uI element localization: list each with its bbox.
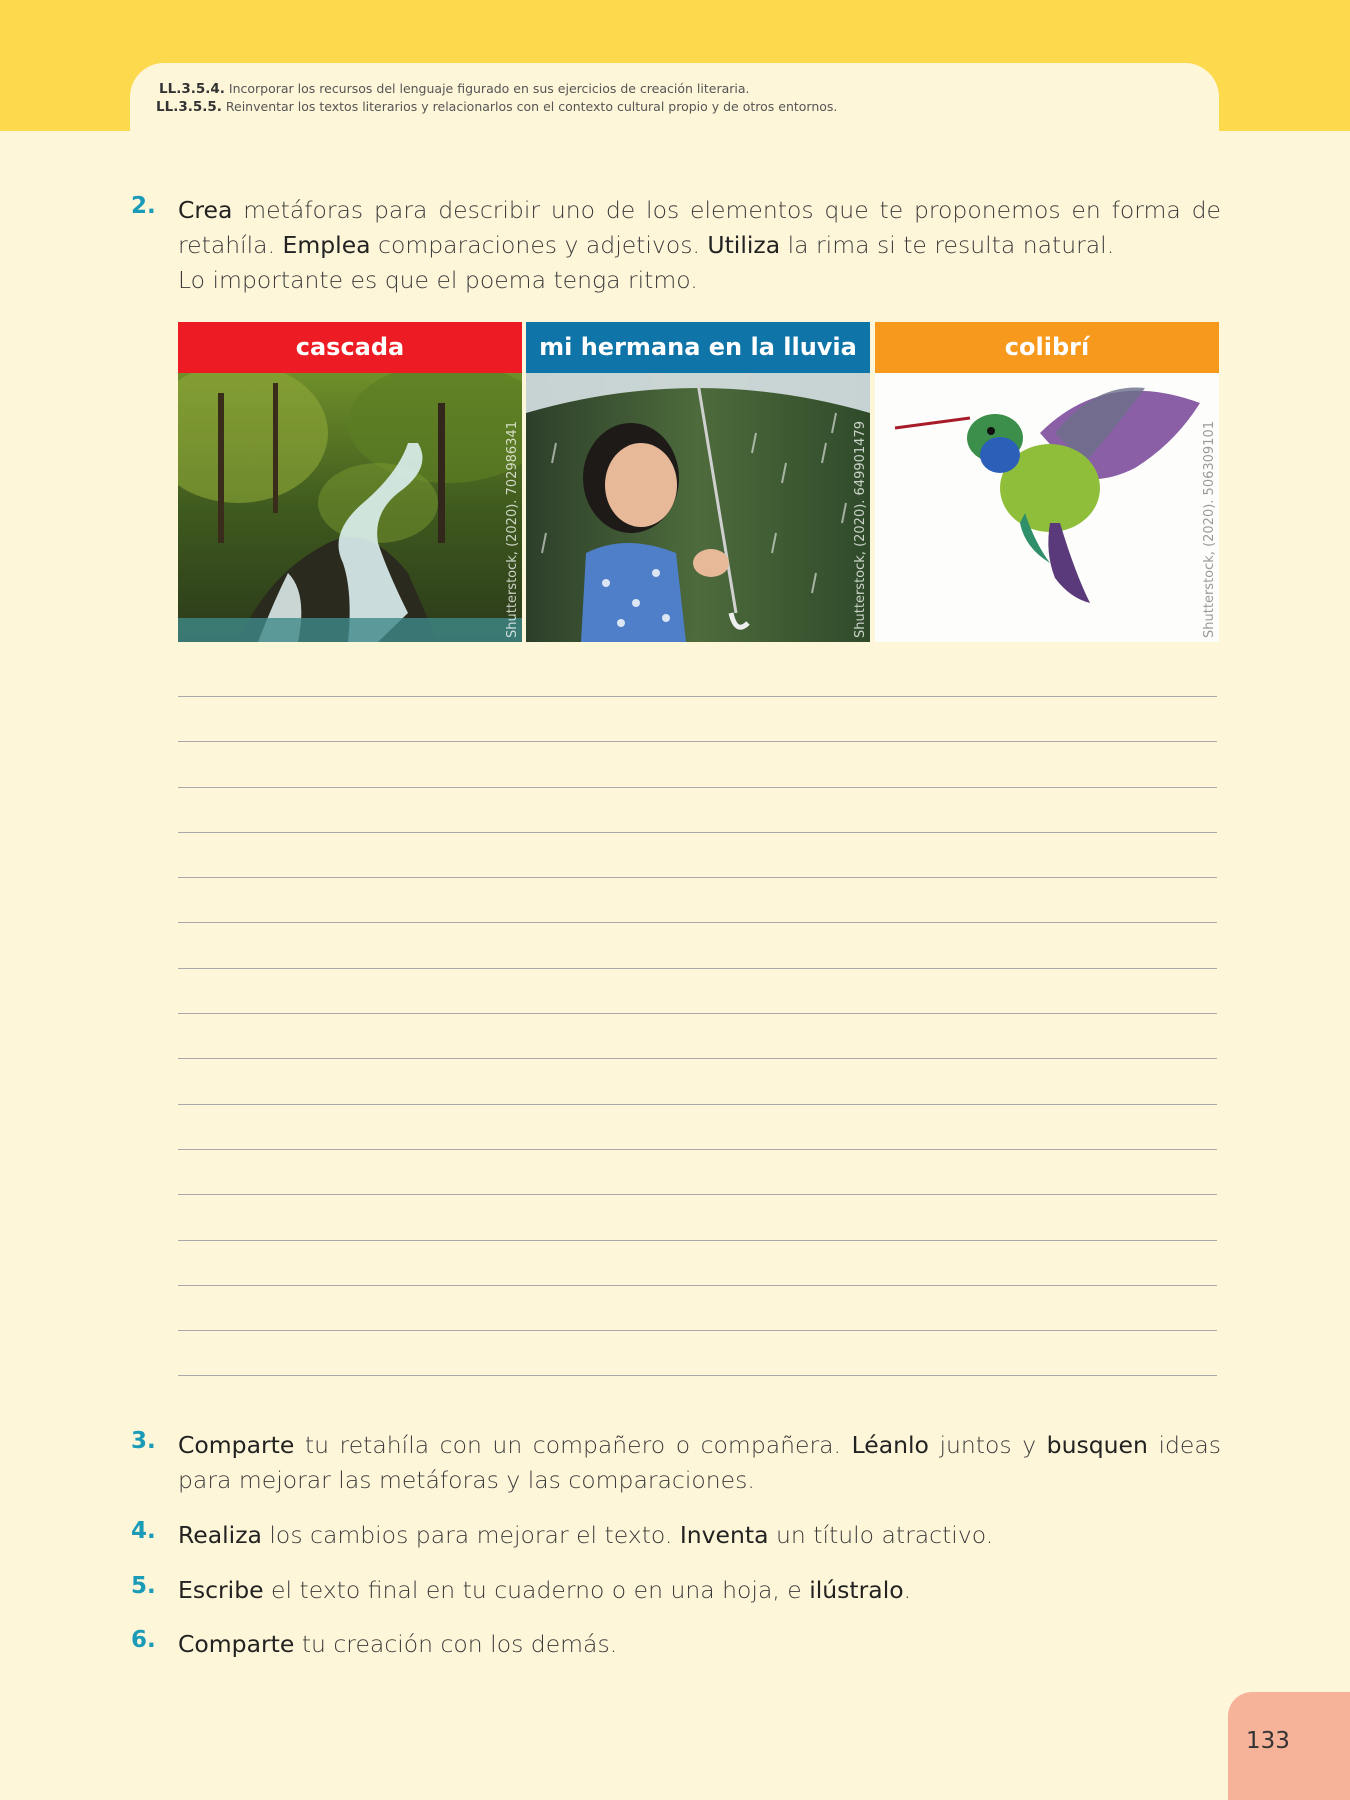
activity-text: Realiza los cambios para mejorar el texto. Inventa un título atractivo. — [178, 1521, 994, 1549]
page-number: 133 — [1246, 1728, 1290, 1754]
activity-number: 3. — [131, 1428, 156, 1454]
photo-credit: Shutterstock, (2020). 702986341 — [505, 421, 520, 638]
writing-lines — [178, 696, 1217, 1421]
activity-4 — [131, 1518, 1221, 1553]
card-title: cascada — [178, 322, 522, 373]
activity-text: Comparte tu creación con los demás. — [178, 1630, 618, 1658]
writing-line[interactable] — [178, 787, 1217, 788]
writing-line[interactable] — [178, 1285, 1217, 1286]
waterfall-image — [178, 373, 522, 642]
activity-2 — [131, 193, 1221, 298]
activity-text: Crea metáforas para describir uno de los elementos que te proponemos en forma de retahíla. Emplea comparaciones y adjetivos. Utiliza la rima si te resulta natural. Lo importante es que el poema tenga ritmo. — [178, 196, 1221, 294]
activity-5 — [131, 1573, 1221, 1608]
objective-2: LL.3.5.5. Reinventar los textos literarios y relacionarlos con el contexto cultural propio y de otros entornos. — [156, 99, 838, 115]
activity-number: 6. — [131, 1627, 156, 1653]
page-number-box — [1228, 1692, 1350, 1800]
objective-1: LL.3.5.4. Incorporar los recursos del lenguaje figurado en sus ejercicios de creación literaria. — [159, 81, 750, 97]
card-hermana-lluvia — [526, 322, 870, 642]
writing-line[interactable] — [178, 1194, 1217, 1195]
activity-number: 4. — [131, 1518, 156, 1544]
photo-credit: Shutterstock, (2020). 649901479 — [853, 421, 868, 638]
activity-text: Escribe el texto final en tu cuaderno o en una hoja, e ilústralo. — [178, 1576, 912, 1604]
writing-line[interactable] — [178, 741, 1217, 742]
card-colibri — [875, 322, 1219, 642]
writing-line[interactable] — [178, 1104, 1217, 1105]
card-title: mi hermana en la lluvia — [526, 322, 870, 373]
writing-line[interactable] — [178, 832, 1217, 833]
activity-3 — [131, 1428, 1221, 1498]
objectives-box — [130, 63, 1219, 173]
photo-credit: Shutterstock, (2020). 506309101 — [1202, 421, 1217, 638]
card-cascada — [178, 322, 522, 642]
writing-line[interactable] — [178, 877, 1217, 878]
writing-line[interactable] — [178, 696, 1217, 697]
writing-line[interactable] — [178, 968, 1217, 969]
writing-line[interactable] — [178, 1149, 1217, 1150]
girl-umbrella-image — [526, 373, 870, 642]
writing-line[interactable] — [178, 1013, 1217, 1014]
writing-line[interactable] — [178, 1330, 1217, 1331]
activity-text: Comparte tu retahíla con un compañero o compañera. Léanlo juntos y busquen ideas para mejorar las metáforas y las comparaciones. — [178, 1431, 1221, 1494]
writing-line[interactable] — [178, 1240, 1217, 1241]
card-title: colibrí — [875, 322, 1219, 373]
activity-number: 2. — [131, 193, 156, 219]
writing-line[interactable] — [178, 1375, 1217, 1376]
activity-number: 5. — [131, 1573, 156, 1599]
image-options — [178, 322, 1219, 642]
writing-line[interactable] — [178, 1058, 1217, 1059]
writing-line[interactable] — [178, 922, 1217, 923]
hummingbird-image — [875, 373, 1219, 642]
activity-6 — [131, 1627, 1221, 1662]
